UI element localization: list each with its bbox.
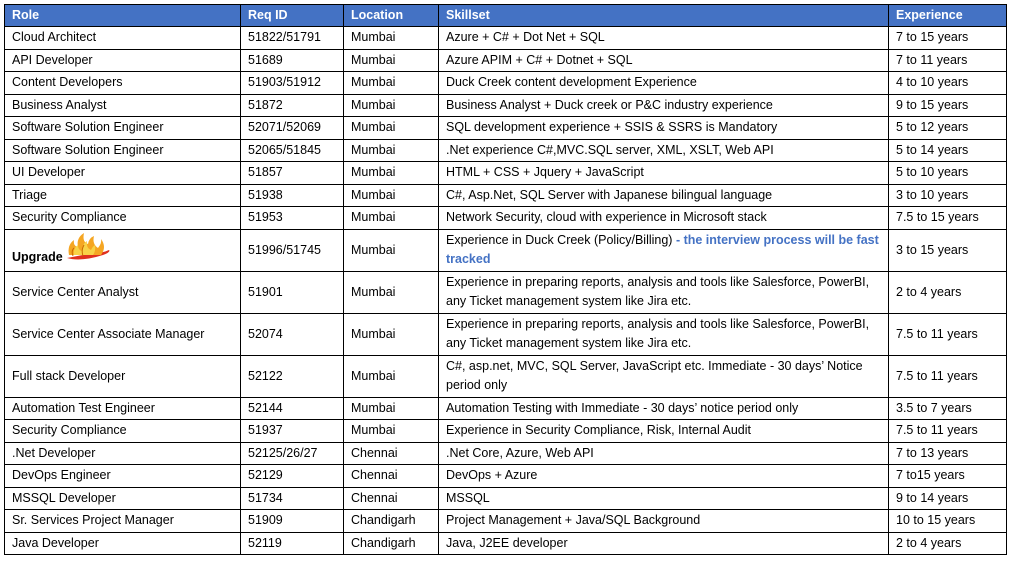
cell-skillset: Experience in preparing reports, analysis and tools like Salesforce, PowerBI, any Ticket management system like Jira etc. (439, 313, 889, 355)
cell-location: Mumbai (344, 229, 439, 271)
header-req-id: Req ID (241, 5, 344, 27)
cell-location: Mumbai (344, 207, 439, 230)
cell-experience: 7.5 to 11 years (889, 355, 1007, 397)
cell-req-id: 51857 (241, 162, 344, 185)
table-row (5, 117, 1007, 140)
cell-role (5, 229, 241, 271)
cell-location: Chandigarh (344, 510, 439, 533)
header-experience: Experience (889, 5, 1007, 27)
cell-req-id: 52122 (241, 355, 344, 397)
table-row (5, 139, 1007, 162)
table-row (5, 94, 1007, 117)
cell-req-id: 52125/26/27 (241, 442, 344, 465)
cell-req-id: 51872 (241, 94, 344, 117)
cell-skillset: Experience in preparing reports, analysis and tools like Salesforce, PowerBI, any Ticket management system like Jira etc. (439, 271, 889, 313)
cell-experience: 9 to 15 years (889, 94, 1007, 117)
fast-track-note: - the interview process will be fast tracked (446, 233, 879, 266)
header-row (5, 5, 1007, 27)
cell-location: Mumbai (344, 355, 439, 397)
cell-skillset: HTML + CSS + Jquery + JavaScript (439, 162, 889, 185)
cell-experience: 7 to15 years (889, 465, 1007, 488)
cell-experience: 3 to 15 years (889, 229, 1007, 271)
cell-role: Full stack Developer (5, 355, 241, 397)
upgrade-label: Upgrade (12, 249, 63, 264)
cell-role: Content Developers (5, 72, 241, 95)
table-row (5, 229, 1007, 271)
cell-experience: 7.5 to 15 years (889, 207, 1007, 230)
table-row (5, 162, 1007, 185)
cell-experience: 3 to 10 years (889, 184, 1007, 207)
cell-req-id: 52071/52069 (241, 117, 344, 140)
cell-skillset: DevOps + Azure (439, 465, 889, 488)
cell-role: Cloud Architect (5, 27, 241, 50)
table-row (5, 184, 1007, 207)
cell-location: Chennai (344, 442, 439, 465)
cell-location: Chandigarh (344, 532, 439, 555)
cell-req-id: 51689 (241, 49, 344, 72)
table-row (5, 27, 1007, 50)
table-row (5, 207, 1007, 230)
cell-experience: 2 to 4 years (889, 532, 1007, 555)
cell-skillset: C#, Asp.Net, SQL Server with Japanese bilingual language (439, 184, 889, 207)
cell-req-id: 51938 (241, 184, 344, 207)
skillset-text: Experience in Duck Creek (Policy/Billing) (446, 233, 676, 247)
cell-location: Mumbai (344, 420, 439, 443)
cell-role: Triage (5, 184, 241, 207)
cell-role: Security Compliance (5, 207, 241, 230)
cell-skillset: .Net Core, Azure, Web API (439, 442, 889, 465)
cell-experience: 5 to 10 years (889, 162, 1007, 185)
header-skillset: Skillset (439, 5, 889, 27)
table-row (5, 397, 1007, 420)
cell-role: DevOps Engineer (5, 465, 241, 488)
cell-skillset: Project Management + Java/SQL Background (439, 510, 889, 533)
cell-skillset: C#, asp.net, MVC, SQL Server, JavaScript etc. Immediate - 30 days’ Notice period only (439, 355, 889, 397)
cell-location: Mumbai (344, 313, 439, 355)
cell-location: Mumbai (344, 117, 439, 140)
cell-skillset: .Net experience C#,MVC.SQL server, XML, XSLT, Web API (439, 139, 889, 162)
cell-location: Mumbai (344, 49, 439, 72)
cell-experience: 5 to 14 years (889, 139, 1007, 162)
cell-skillset: Azure + C# + Dot Net + SQL (439, 27, 889, 50)
cell-req-id: 51822/51791 (241, 27, 344, 50)
cell-req-id: 51901 (241, 271, 344, 313)
table-row (5, 271, 1007, 313)
cell-role: Java Developer (5, 532, 241, 555)
cell-skillset: Experience in Security Compliance, Risk, Internal Audit (439, 420, 889, 443)
cell-experience: 7.5 to 11 years (889, 313, 1007, 355)
cell-skillset: SQL development experience + SSIS & SSRS is Mandatory (439, 117, 889, 140)
cell-req-id: 52074 (241, 313, 344, 355)
cell-role: Automation Test Engineer (5, 397, 241, 420)
cell-skillset: Azure APIM + C# + Dotnet + SQL (439, 49, 889, 72)
cell-role: Software Solution Engineer (5, 139, 241, 162)
table-row (5, 510, 1007, 533)
cell-experience: 7 to 15 years (889, 27, 1007, 50)
cell-req-id: 52065/51845 (241, 139, 344, 162)
cell-skillset: Automation Testing with Immediate - 30 days’ notice period only (439, 397, 889, 420)
table-row (5, 49, 1007, 72)
cell-req-id: 51953 (241, 207, 344, 230)
cell-experience: 10 to 15 years (889, 510, 1007, 533)
cell-location: Mumbai (344, 27, 439, 50)
job-openings-table (4, 4, 1007, 555)
table-row (5, 465, 1007, 488)
cell-role: .Net Developer (5, 442, 241, 465)
cell-role: Service Center Associate Manager (5, 313, 241, 355)
cell-req-id: 51909 (241, 510, 344, 533)
cell-skillset: Duck Creek content development Experience (439, 72, 889, 95)
table-row (5, 355, 1007, 397)
table-row (5, 72, 1007, 95)
cell-skillset: Business Analyst + Duck creek or P&C industry experience (439, 94, 889, 117)
cell-experience: 7 to 11 years (889, 49, 1007, 72)
cell-req-id: 51996/51745 (241, 229, 344, 271)
cell-role: Sr. Services Project Manager (5, 510, 241, 533)
table-row (5, 442, 1007, 465)
cell-experience: 7.5 to 11 years (889, 420, 1007, 443)
cell-location: Mumbai (344, 72, 439, 95)
cell-skillset: Network Security, cloud with experience in Microsoft stack (439, 207, 889, 230)
cell-role: Service Center Analyst (5, 271, 241, 313)
cell-skillset: MSSQL (439, 487, 889, 510)
cell-location: Mumbai (344, 94, 439, 117)
cell-role: UI Developer (5, 162, 241, 185)
cell-skillset (439, 229, 889, 271)
cell-location: Mumbai (344, 162, 439, 185)
table-row (5, 487, 1007, 510)
cell-role: MSSQL Developer (5, 487, 241, 510)
cell-req-id: 52144 (241, 397, 344, 420)
cell-req-id: 51937 (241, 420, 344, 443)
cell-skillset: Java, J2EE developer (439, 532, 889, 555)
cell-experience: 7 to 13 years (889, 442, 1007, 465)
fire-icon (63, 231, 113, 263)
cell-req-id: 52119 (241, 532, 344, 555)
cell-req-id: 52129 (241, 465, 344, 488)
cell-experience: 4 to 10 years (889, 72, 1007, 95)
table-row (5, 532, 1007, 555)
cell-role: Business Analyst (5, 94, 241, 117)
cell-location: Chennai (344, 465, 439, 488)
cell-experience: 5 to 12 years (889, 117, 1007, 140)
header-role: Role (5, 5, 241, 27)
cell-location: Mumbai (344, 184, 439, 207)
cell-role: API Developer (5, 49, 241, 72)
cell-experience: 3.5 to 7 years (889, 397, 1007, 420)
cell-location: Chennai (344, 487, 439, 510)
cell-location: Mumbai (344, 397, 439, 420)
cell-role: Software Solution Engineer (5, 117, 241, 140)
table-row (5, 420, 1007, 443)
cell-experience: 2 to 4 years (889, 271, 1007, 313)
cell-role: Security Compliance (5, 420, 241, 443)
cell-experience: 9 to 14 years (889, 487, 1007, 510)
cell-location: Mumbai (344, 139, 439, 162)
table-row (5, 313, 1007, 355)
cell-location: Mumbai (344, 271, 439, 313)
header-location: Location (344, 5, 439, 27)
cell-req-id: 51734 (241, 487, 344, 510)
cell-req-id: 51903/51912 (241, 72, 344, 95)
